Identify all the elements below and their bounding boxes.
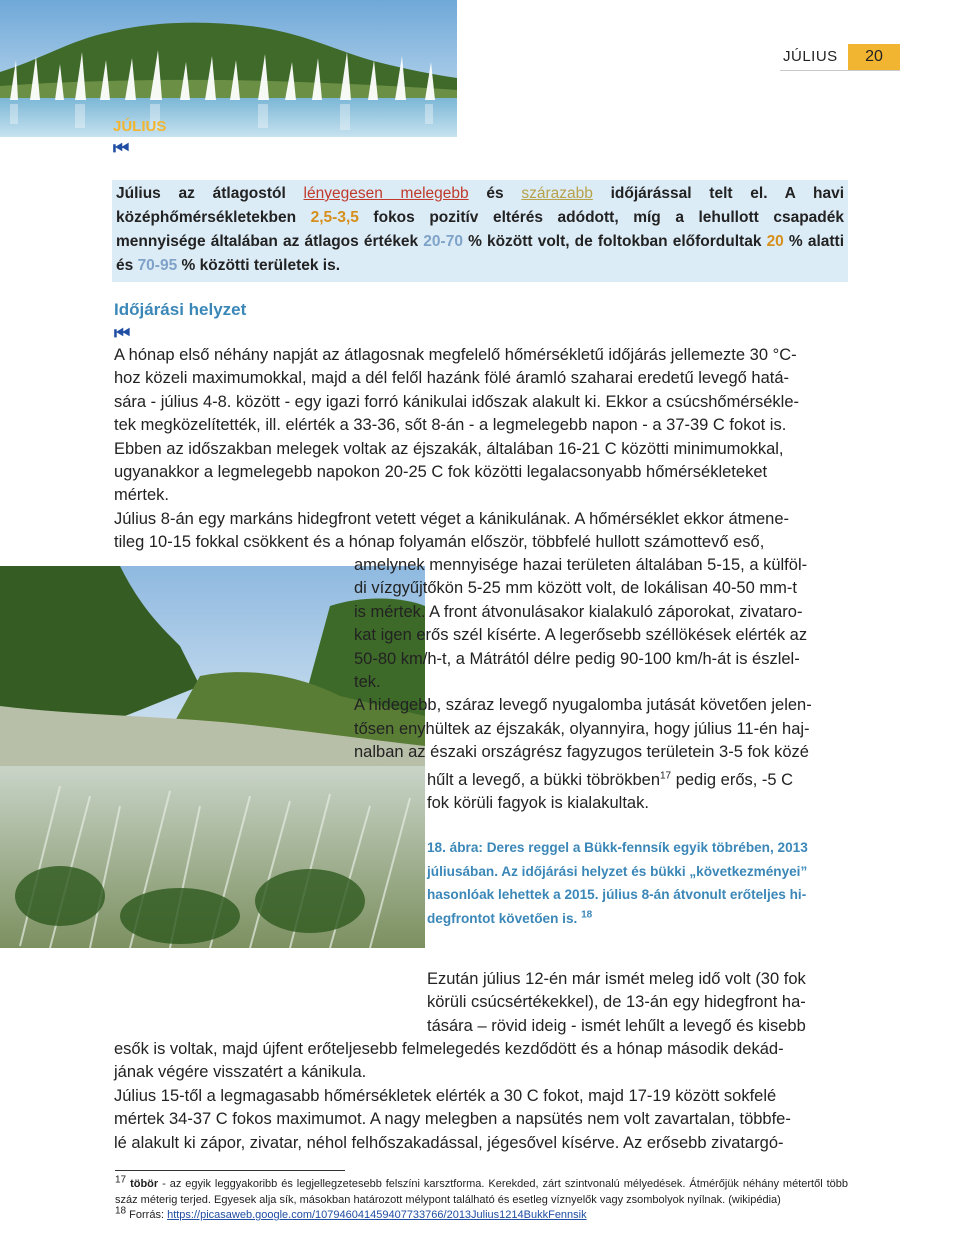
back-to-top-icon[interactable]: ⏮: [113, 138, 130, 158]
body-paragraph: [114, 344, 849, 555]
footnote-mark: 18: [115, 1205, 127, 1217]
text-segment: pedig erős, -5 C: [671, 771, 794, 789]
page-number: 20: [865, 48, 883, 65]
footnotes: [115, 1174, 848, 1224]
text-line: mértek.: [114, 486, 170, 505]
value-highlight: 70-95: [137, 257, 178, 274]
text-line: Július 8-án egy markáns hidegfront vetett véget a kánikulának. A hőmérséklet ekkor átmene-: [114, 509, 790, 528]
text-segment: hűlt a levegő, a bükki töbrökben: [427, 771, 660, 789]
text-line: Július 15-től a legmagasabb hőmérsékletek elérték a 30 C fokot, majd 17-19 között sokfelé: [114, 1086, 777, 1105]
text-line: Ezután július 12-én már ismét meleg idő volt (30 fok: [427, 970, 806, 988]
footnote-17: [115, 1174, 848, 1208]
text-line: A hidegebb, száraz levegő nyugalomba jutását követően jelen-: [354, 696, 812, 715]
caption-text: degfrontot követően is.: [427, 910, 578, 926]
body-paragraph-wrap: [427, 968, 848, 1038]
source-link[interactable]: https://picasaweb.google.com/107946041459407733766/2013Julius1214BukkFennsik: [167, 1209, 587, 1222]
text-line: sára - július 4-8. között - egy igazi forró kánikulai időszak alakult ki. Ekkor a csúcshőmérsékle-: [114, 392, 800, 411]
summary-text: időjárással telt el. A havi középhőmérsékletekben: [116, 185, 845, 226]
banner-title: JÚLIUS: [113, 118, 167, 135]
footnote-divider: [115, 1170, 345, 1171]
running-title: JÚLIUS: [783, 48, 838, 65]
caption-line: 18. ábra: Deres reggel a Bükk-fennsík egyik töbrében, 2013: [427, 840, 808, 855]
body-paragraph-wrap: [354, 554, 848, 765]
summary-text: és: [468, 185, 522, 202]
figure-caption: [427, 836, 847, 930]
text-line: mértek 34-37 C fokos maximumot. A nagy melegben a napsütés nem volt zavartalan, többfe-: [114, 1110, 791, 1129]
header-divider: [780, 70, 900, 71]
value-highlight: 20-70: [423, 233, 463, 250]
footnote-ref[interactable]: 17: [660, 770, 672, 782]
text-line: kat igen erős szél kísérte. A legerősebb széllökések elérték az: [354, 626, 808, 645]
text-line: 50-80 km/h-t, a Mátrától délre pedig 90-100 km/h-át is észlel-: [354, 649, 800, 668]
body-paragraph-wrap: [427, 769, 848, 816]
text-line: di vízgyűjtőkön 5-25 mm között volt, de lokálisan 40-50 mm-t: [354, 579, 797, 598]
text-line: [427, 769, 848, 792]
text-line: tileg 10-15 fokkal csökkent és a hónap folyamán először, többfelé hullott számottevő eső,: [114, 533, 765, 552]
page-number-badge: [848, 44, 900, 70]
text-line: nalban az északi országrész fagyzugos területein 3-5 fok közé: [354, 743, 809, 762]
body-paragraph: [114, 1038, 849, 1155]
text-line: esők is voltak, majd újfent erőteljesebb felmelegedés kezdődött és a hónap második dekád-: [114, 1040, 784, 1058]
text-line: jának végére visszatért a kánikula.: [114, 1063, 367, 1082]
footnote-term: töbör: [130, 1178, 159, 1190]
link-warmer[interactable]: lényegesen melegebb: [303, 185, 469, 202]
link-drier[interactable]: szárazabb: [521, 185, 593, 202]
caption-line: júliusában. Az időjárási helyzet és bükki „következményei”: [427, 863, 808, 879]
summary-text: % közötti területek is.: [177, 257, 341, 274]
text-line: körüli csúcsértékekkel), de 13-án egy hidegfront ha-: [427, 993, 806, 1012]
caption-line: [427, 907, 847, 931]
text-line: tek megközelítették, ill. elérték a 33-36, sőt 8-án - a legmelegebb napon - a 37-39 C fokot is.: [114, 416, 787, 435]
section-title: Időjárási helyzet: [114, 300, 247, 319]
text-line: hoz közeli maximumokkal, majd a dél felől hazánk fölé áramló szaharai eredetű levegő hatá-: [114, 369, 790, 388]
footnote-18: [115, 1205, 848, 1224]
footnote-text: - az egyik leggyakoribb és legjellegzetesebb felszíni karsztforma. Kerekded, zárt szintvonalú mélyedések. Átmérőjük néhány métertől több száz méterig terjed. Egyesek alja sík, másokban határozott mélypont található és esetleg víznyelők vagy zsombolyok nyílnak. (wikipédia): [115, 1178, 848, 1206]
summary-text: % között volt, de foltokban előfordultak: [462, 233, 767, 250]
back-to-top-icon[interactable]: ⏮: [114, 323, 131, 343]
footnote-ref[interactable]: 18: [581, 909, 593, 921]
header-banner-photo: [0, 0, 457, 137]
text-line: ugyanakkor a legmelegebb napokon 20-25 C fok közötti legalacsonyabb hőmérsékleteket: [114, 463, 768, 482]
text-line: lé alakult ki zápor, zivatar, néhol felhőszakadással, jégesővel kísérve. Az erősebb zivatargó-: [114, 1133, 784, 1152]
caption-line: hasonlóak lehettek a 2015. július 8-án átvonult erőteljes hi-: [427, 887, 807, 903]
text-line: tősen enyhültek az éjszakák, olyannyira, hogy július 11-én haj-: [354, 719, 810, 738]
summary-text: fokos pozitív eltérés adódott, míg a lehullott csapadék mennyisége általában az átlagos értékek: [116, 209, 844, 250]
summary-box: [112, 180, 848, 282]
text-line: fok körüli fagyok is kialakultak.: [427, 794, 649, 813]
value-highlight: 20: [766, 233, 784, 250]
text-line: A hónap első néhány napját az átlagosnak megfelelő hőmérsékletű időjárás jellemezte 30 °C-: [114, 346, 797, 364]
text-line: Ebben az időszakban melegek voltak az éjszakák, általában 16-21 C közötti minimumokkal,: [114, 439, 784, 458]
footnote-text: Forrás:: [126, 1209, 168, 1222]
footnote-mark: 17: [115, 1174, 127, 1186]
text-line: tek.: [354, 673, 381, 692]
text-line: amelynek mennyisége hazai területen általában 5-15, a külföl-: [354, 556, 808, 574]
text-line: tására – rövid ideig - ismét lehűlt a levegő és kisebb: [427, 1016, 806, 1035]
text-line: is mértek. A front átvonulásakor kialakuló záporokat, zivataro-: [354, 602, 803, 621]
summary-text: Július az átlagostól: [116, 185, 304, 202]
summary-text: % alatti és: [116, 233, 845, 274]
value-highlight: 2,5-3,5: [310, 209, 359, 226]
